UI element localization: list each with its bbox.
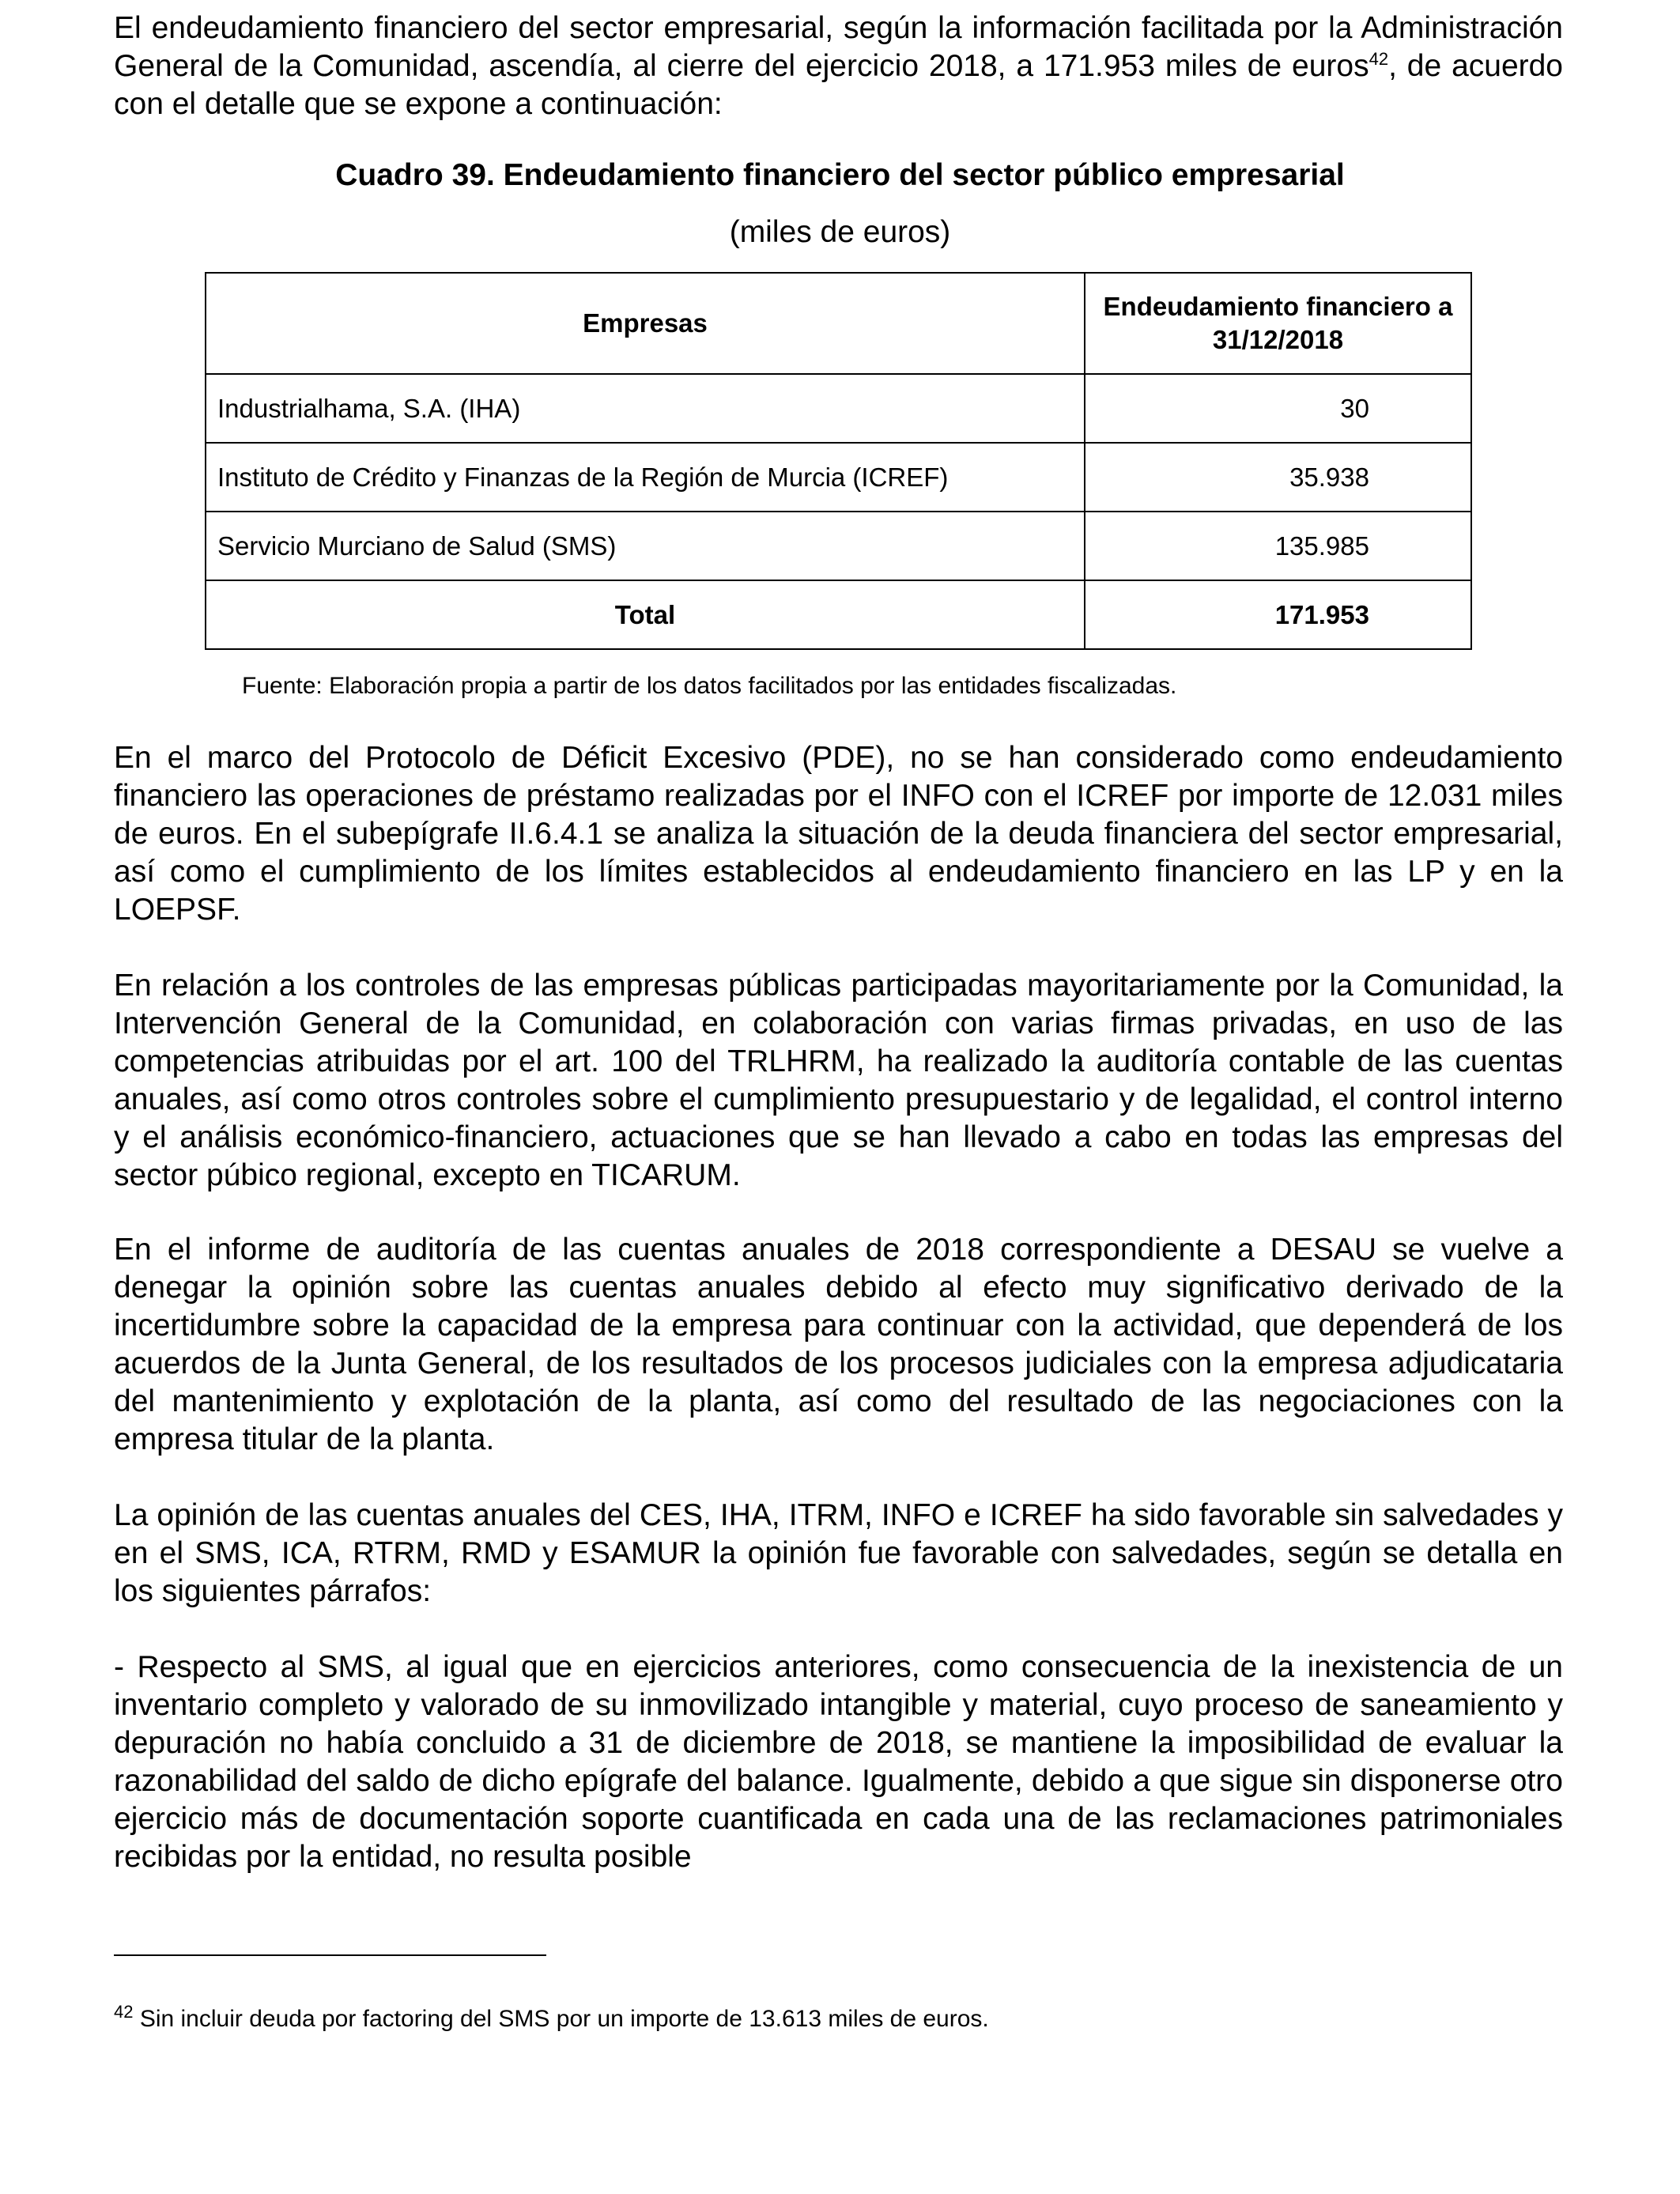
table-row [206, 512, 1471, 580]
company-cell: Instituto de Crédito y Finanzas de la Región de Murcia (ICREF) [206, 443, 1085, 512]
footnote [114, 2004, 989, 2034]
intro-text: El endeudamiento financiero del sector empresarial, según la información facilitada por la Administración General de la Comunidad, ascendía, al cierre del ejercicio 2018, a 171.953 miles de euros [114, 11, 1563, 83]
header-company: Empresas [206, 273, 1085, 374]
table-total-row [206, 580, 1471, 649]
paragraph-sms: - Respecto al SMS, al igual que en ejercicios anteriores, como consecuencia de la inexistencia de un inventario completo y valorado de su inmovilizado intangible y material, cuyo proceso de saneamiento y depuración no había concluido a 31 de diciembre de 2018, se mantiene la imposibilidad de evaluar la razonabilidad del saldo de dicho epígrafe del balance. Igualmente, debido a que sigue sin disponerse otro ejercicio más de documentación soporte cuantificada en cada una de las reclamaciones patrimoniales recibidas por la entidad, no resulta posible [114, 1650, 1563, 1874]
footnote-number: 42 [114, 2002, 134, 2022]
amount-cell: 30 [1085, 374, 1471, 443]
total-amount: 171.953 [1085, 580, 1471, 649]
header-debt: Endeudamiento financiero a 31/12/2018 [1085, 273, 1471, 374]
total-label: Total [206, 580, 1085, 649]
intro-text-end: , de acuerdo con el detalle que se expone a continuación: [114, 49, 1564, 121]
amount-cell: 35.938 [1085, 443, 1471, 512]
paragraph-pde: En el marco del Protocolo de Déficit Excesivo (PDE), no se han considerado como endeudamiento financiero las operaciones de préstamo realizadas por el INFO con el ICREF por importe de 12.031 miles de euros. En el subepígrafe II.6.4.1 se analiza la situación de la deuda financiera del sector empresarial, así como el cumplimiento de los límites establecidos al endeudamiento financiero en las LP y en la LOEPSF. [114, 741, 1563, 927]
table-row [206, 443, 1471, 512]
paragraph-desau: En el informe de auditoría de las cuentas anuales de 2018 correspondiente a DESAU se vuelve a denegar la opinión sobre las cuentas anuales debido al efecto muy significativo derivado de la incertidumbre sobre la capacidad de la empresa para continuar con la actividad, que dependerá de los acuerdos de la Junta General, de los resultados de los procesos judiciales con la empresa adjudicataria del mantenimiento y explotación de la planta, así como del resultado de las negociaciones con la empresa titular de la planta. [114, 1233, 1563, 1456]
footnote-divider [114, 1954, 546, 1956]
table-row [206, 374, 1471, 443]
footnote-ref[interactable]: 42 [1369, 49, 1389, 69]
paragraph-opinion: La opinión de las cuentas anuales del CES, IHA, ITRM, INFO e ICREF ha sido favorable sin salvedades y en el SMS, ICA, RTRM, RMD y ESAMUR la opinión fue favorable con salvedades, según se detalla en los siguientes párrafos: [114, 1498, 1563, 1608]
table-header-row [206, 273, 1471, 374]
debt-table [205, 272, 1472, 650]
company-cell: Industrialhama, S.A. (IHA) [206, 374, 1085, 443]
table-units: (miles de euros) [729, 215, 951, 249]
company-cell: Servicio Murciano de Salud (SMS) [206, 512, 1085, 580]
intro-paragraph [114, 9, 1563, 123]
table-title: Cuadro 39. Endeudamiento financiero del sector público empresarial [335, 158, 1345, 192]
footnote-text: Sin incluir deuda por factoring del SMS por un importe de 13.613 miles de euros. [133, 2006, 989, 2032]
amount-cell: 135.985 [1085, 512, 1471, 580]
table-source: Fuente: Elaboración propia a partir de los datos facilitados por las entidades fiscalizadas. [242, 673, 1177, 699]
paragraph-controls: En relación a los controles de las empresas públicas participadas mayoritariamente por la Comunidad, la Intervención General de la Comunidad, en colaboración con varias firmas privadas, en uso de las competencias atribuidas por el art. 100 del TRLHRM, ha realizado la auditoría contable de las cuentas anuales, así como otros controles sobre el cumplimiento presupuestario y de legalidad, el control interno y el análisis económico-financiero, actuaciones que se han llevado a cabo en todas las empresas del sector púbico regional, excepto en TICARUM. [114, 969, 1563, 1192]
